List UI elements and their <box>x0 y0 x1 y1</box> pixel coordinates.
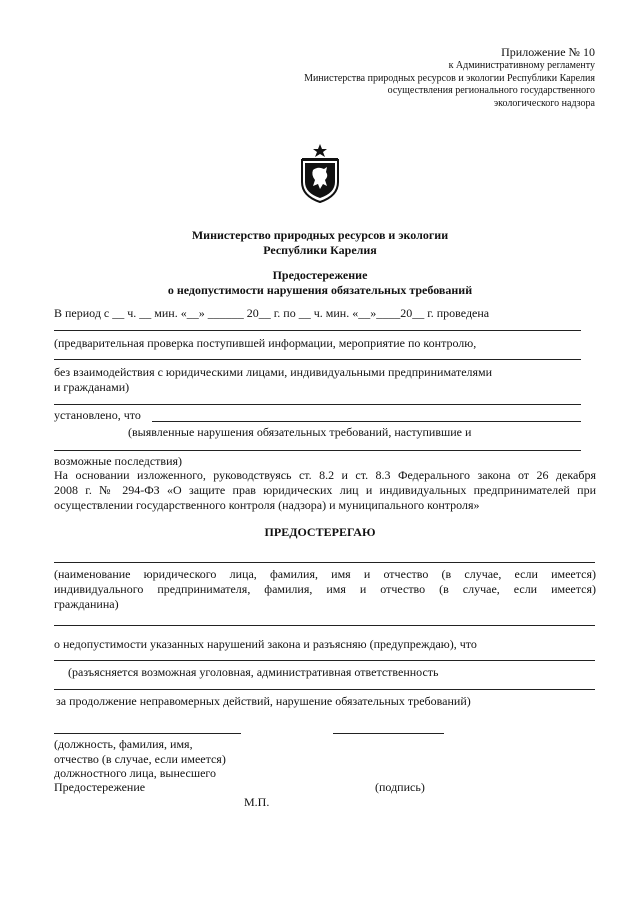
input-line-signature[interactable] <box>333 733 444 734</box>
official-label-1: (должность, фамилия, имя, <box>54 737 193 751</box>
warn-heading: ПРЕДОСТЕРЕГАЮ <box>264 525 376 539</box>
hint-interaction-1: без взаимодействия с юридическими лицами, индивидуальными предпринимателями <box>54 365 493 379</box>
official-label-4: Предостережение <box>54 780 146 794</box>
ministry-line-1: Министерство природных ресурсов и экологии <box>191 228 449 242</box>
input-line-recipient[interactable] <box>54 562 595 563</box>
document-title <box>0 268 640 298</box>
hint-continuation: за продолжение неправомерных действий, нарушение обязательных требований) <box>56 694 471 708</box>
hint-inspection-type: (предварительная проверка поступившей информации, мероприятие по контролю, <box>54 336 477 350</box>
input-line-inspection-type[interactable] <box>54 330 581 331</box>
appendix-ref-4: экологического надзора <box>493 97 595 109</box>
appendix-ref-1: к Административному регламенту <box>448 60 595 71</box>
seal-placeholder: М.П. <box>244 795 270 809</box>
ministry-line-2: Республики Карелия <box>263 243 377 257</box>
hint-violations: (выявленные нарушения обязательных требований, наступившие и <box>128 425 472 439</box>
input-line-violations[interactable] <box>152 421 581 422</box>
appendix-ref-2: Министерства природных ресурсов и экологии Республики Карелия <box>304 72 595 84</box>
appendix-ref-3: осуществления регионального государственного <box>387 85 595 96</box>
established-label: установлено, что <box>54 408 141 422</box>
input-line-recipient-2[interactable] <box>54 625 595 626</box>
input-line-inspection-type-2[interactable] <box>54 359 581 360</box>
hint-recipient-1: (наименование юридического лица, фамилия, имя и отчество (в случае, если имеется) <box>54 567 596 581</box>
input-line-violations-2[interactable] <box>54 450 581 451</box>
legal-basis-line-3: осуществлении государственного контроля (надзора) и муниципального контроля» <box>54 498 480 512</box>
ministry-name <box>0 228 640 258</box>
appendix-number: Приложение № 10 <box>501 45 595 59</box>
appendix-header <box>304 45 595 110</box>
inadmissibility-text: о недопустимости указанных нарушений закона и разъясняю (предупреждаю), что <box>54 637 477 651</box>
legal-basis-line-2: 2008 г. № 294-ФЗ «О защите прав юридических лиц и индивидуальных предпринимателей при <box>54 483 596 497</box>
title-line-1: Предостережение <box>272 268 368 282</box>
hint-interaction-2: и гражданами) <box>54 380 130 394</box>
input-line-interaction[interactable] <box>54 404 581 405</box>
inspection-period: В период с __ ч. __ мин. «__» ______ 20__ г. по __ ч. мин. «__»____20__ г. проведена <box>54 306 490 320</box>
title-line-2: о недопустимости нарушения обязательных требований <box>167 283 473 297</box>
coat-of-arms-emblem <box>296 142 344 204</box>
input-line-official[interactable] <box>54 733 241 734</box>
hint-recipient-2: индивидуального предпринимателя, фамилия, имя и отчество (в случае, если имеется) <box>54 582 596 596</box>
hint-liability: (разъясняется возможная уголовная, административная ответственность <box>68 665 439 679</box>
signature-label: (подпись) <box>375 780 425 794</box>
legal-basis-line-1: На основании изложенного, руководствуясь ст. 8.2 и ст. 8.3 Федерального закона от 26 декабря <box>54 468 596 482</box>
input-line-liability-2[interactable] <box>54 689 595 690</box>
official-label-3: должностного лица, вынесшего <box>54 766 217 780</box>
hint-consequences: возможные последствия) <box>54 454 183 468</box>
hint-recipient-3: гражданина) <box>54 597 119 611</box>
input-line-liability[interactable] <box>54 660 595 661</box>
official-label-2: отчество (в случае, если имеется) <box>54 752 226 766</box>
